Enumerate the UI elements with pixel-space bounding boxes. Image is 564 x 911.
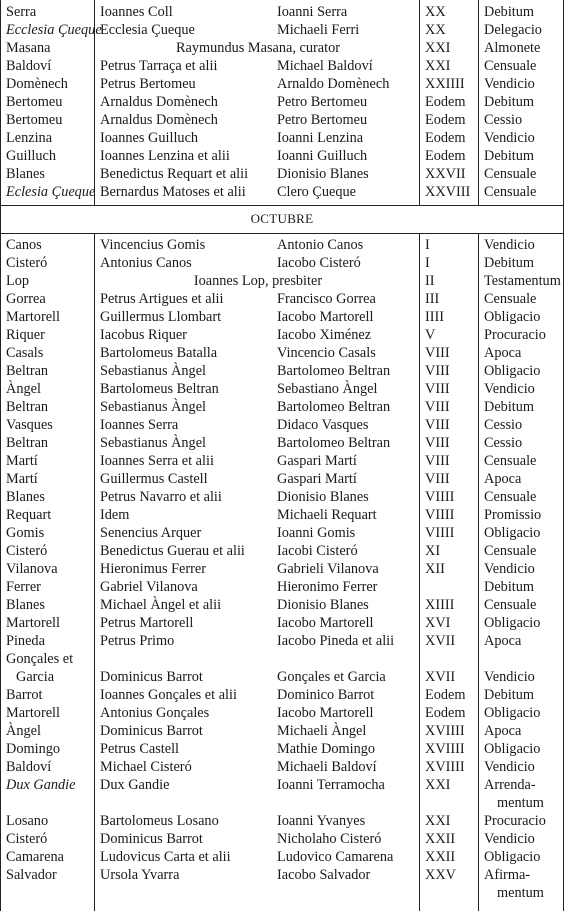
table-row bbox=[0, 632, 564, 650]
party-surname: Canos bbox=[6, 237, 42, 253]
act-type: Cessio bbox=[484, 112, 523, 128]
day: XXII bbox=[425, 849, 456, 865]
day: XIIII bbox=[425, 597, 455, 613]
day: Eodem bbox=[425, 112, 466, 128]
party-surname: Guilluch bbox=[6, 148, 57, 164]
act-type: Debitum bbox=[484, 399, 535, 415]
day: VIII bbox=[425, 381, 450, 397]
grantee: Iacobo Cisteró bbox=[277, 255, 361, 271]
party-surname: Àngel bbox=[6, 381, 41, 397]
table-row bbox=[0, 416, 564, 434]
party-surname: Blanes bbox=[6, 597, 45, 613]
party-surname: Gomis bbox=[6, 525, 45, 541]
table-row bbox=[0, 183, 564, 201]
table-row bbox=[0, 776, 564, 812]
grantee: Petro Bertomeu bbox=[277, 112, 368, 128]
act-type: Censuale bbox=[484, 184, 537, 200]
party-surname: Lenzina bbox=[6, 130, 53, 146]
party-surname: Martorell bbox=[6, 615, 60, 631]
grantee: Ioanni Lenzina bbox=[277, 130, 364, 146]
party-surname: Gorrea bbox=[6, 291, 46, 307]
party-surname: Vilanova bbox=[6, 561, 58, 577]
day: XX bbox=[425, 22, 446, 38]
grantor: Hieronimus Ferrer bbox=[100, 561, 207, 577]
grantee: Ioanni Terramocha bbox=[277, 777, 385, 793]
day: XVII bbox=[425, 669, 456, 685]
grantor: Guillermus Castell bbox=[100, 471, 208, 487]
grantor: Idem bbox=[100, 507, 130, 523]
party-surname: Martí bbox=[6, 453, 38, 469]
grantor: Ecclesia Çueque bbox=[100, 22, 195, 38]
party-surname: Serra bbox=[6, 4, 37, 20]
day: XI bbox=[425, 543, 441, 559]
table-row bbox=[0, 830, 564, 848]
party-surname: Blanes bbox=[6, 166, 45, 182]
act-type: Delegacio bbox=[484, 22, 542, 38]
grantor: Petrus Artigues et alii bbox=[100, 291, 224, 307]
day: XVIIII bbox=[425, 741, 465, 757]
month-heading: OCTUBRE bbox=[250, 211, 314, 226]
table-row bbox=[0, 21, 564, 39]
party-surname: Riquer bbox=[6, 327, 45, 343]
act-type: Apoca bbox=[484, 471, 522, 487]
act-type: Censuale bbox=[484, 489, 537, 505]
grantor: Guillermus Llombart bbox=[100, 309, 222, 325]
grantee: Iacobo Salvador bbox=[277, 867, 371, 883]
grantor: Bartolomeus Batalla bbox=[100, 345, 218, 361]
section-divider-bottom bbox=[0, 233, 564, 234]
grantee: Iacobo Ximénez bbox=[277, 327, 372, 343]
grantee: Iacobo Martorell bbox=[277, 615, 374, 631]
party-surname: Martorell bbox=[6, 705, 60, 721]
table-row bbox=[0, 848, 564, 866]
grantee: Ludovico Camarena bbox=[277, 849, 394, 865]
grantor: Sebastianus Àngel bbox=[100, 435, 207, 451]
party-surname: Cisteró bbox=[6, 255, 48, 271]
act-type-cont: mentum bbox=[497, 795, 544, 811]
party-surname-cont: Garcia bbox=[16, 669, 55, 685]
act-type: Censuale bbox=[484, 166, 537, 182]
act-type: Obligacio bbox=[484, 705, 541, 721]
table-row bbox=[0, 236, 564, 254]
grantor: Sebastianus Àngel bbox=[100, 363, 207, 379]
table-row bbox=[0, 290, 564, 308]
party-surname: Requart bbox=[6, 507, 52, 523]
grantor-spanning: Raymundus Masana, curator bbox=[176, 40, 340, 56]
act-type: Debitum bbox=[484, 148, 535, 164]
grantee: Michael Baldoví bbox=[277, 58, 373, 74]
grantee: Nicholaho Cisteró bbox=[277, 831, 382, 847]
day: IIII bbox=[425, 309, 445, 325]
act-type: Afirma- bbox=[484, 867, 531, 883]
grantee: Bartolomeo Beltran bbox=[277, 435, 391, 451]
party-surname: Martí bbox=[6, 471, 38, 487]
act-type: Debitum bbox=[484, 687, 535, 703]
grantee: Sebastiano Àngel bbox=[277, 381, 378, 397]
day: I bbox=[425, 255, 430, 271]
party-surname: Domènech bbox=[6, 76, 68, 92]
day: XXI bbox=[425, 777, 451, 793]
grantee: Michaeli Ferri bbox=[277, 22, 360, 38]
day: VIII bbox=[425, 453, 450, 469]
table-row bbox=[0, 272, 564, 290]
grantee: Mathie Domingo bbox=[277, 741, 376, 757]
grantor: Michael Cisteró bbox=[100, 759, 192, 775]
act-type: Vendicio bbox=[484, 76, 535, 92]
day: VIIII bbox=[425, 525, 455, 541]
grantor-spanning: Ioannes Lop, presbiter bbox=[193, 273, 323, 289]
act-type: Procuracio bbox=[484, 813, 546, 829]
grantor: Ursola Yvarra bbox=[100, 867, 180, 883]
day: VIIII bbox=[425, 507, 455, 523]
day: Eodem bbox=[425, 148, 466, 164]
party-surname: Losano bbox=[6, 813, 49, 829]
day: XXI bbox=[425, 813, 451, 829]
act-type: Cessio bbox=[484, 435, 523, 451]
grantor: Vincencius Gomis bbox=[100, 237, 206, 253]
table-row bbox=[0, 866, 564, 902]
act-type-cont: mentum bbox=[497, 885, 544, 901]
grantee: Michaeli Àngel bbox=[277, 723, 367, 739]
day: V bbox=[425, 327, 436, 343]
day: XVII bbox=[425, 633, 456, 649]
day: XXII bbox=[425, 831, 456, 847]
table-row bbox=[0, 542, 564, 560]
table-row bbox=[0, 758, 564, 776]
day: III bbox=[425, 291, 440, 307]
act-type: Censuale bbox=[484, 543, 537, 559]
party-surname: Cisteró bbox=[6, 543, 48, 559]
party-surname: Lop bbox=[6, 273, 30, 289]
act-type: Censuale bbox=[484, 58, 537, 74]
day: VIIII bbox=[425, 489, 455, 505]
grantor: Dominicus Barrot bbox=[100, 723, 203, 739]
grantee: Francisco Gorrea bbox=[277, 291, 376, 307]
table-row bbox=[0, 380, 564, 398]
day: XXI bbox=[425, 58, 451, 74]
grantee: Michaeli Baldoví bbox=[277, 759, 377, 775]
party-surname: Domingo bbox=[6, 741, 61, 757]
act-type: Vendicio bbox=[484, 669, 535, 685]
table-row bbox=[0, 488, 564, 506]
act-type: Obligacio bbox=[484, 309, 541, 325]
table-row bbox=[0, 506, 564, 524]
act-type: Obligacio bbox=[484, 615, 541, 631]
grantor: Ioannes Serra bbox=[100, 417, 179, 433]
act-type: Cessio bbox=[484, 417, 523, 433]
table-row bbox=[0, 740, 564, 758]
act-type: Vendicio bbox=[484, 831, 535, 847]
day: XVI bbox=[425, 615, 451, 631]
table-row bbox=[0, 578, 564, 596]
table-row bbox=[0, 704, 564, 722]
grantee: Ioanni Gomis bbox=[277, 525, 356, 541]
act-type: Vendicio bbox=[484, 759, 535, 775]
party-surname: Pineda bbox=[6, 633, 45, 649]
grantee: Dionisio Blanes bbox=[277, 489, 369, 505]
table-row bbox=[0, 596, 564, 614]
table-row bbox=[0, 3, 564, 21]
table-row bbox=[0, 39, 564, 57]
act-type: Debitum bbox=[484, 579, 535, 595]
table-row bbox=[0, 398, 564, 416]
act-type: Vendicio bbox=[484, 237, 535, 253]
act-type: Obligacio bbox=[484, 741, 541, 757]
grantor: Benedictus Requart et alii bbox=[100, 166, 249, 182]
grantee: Petro Bertomeu bbox=[277, 94, 368, 110]
grantor: Antonius Gonçales bbox=[100, 705, 210, 721]
table-row bbox=[0, 362, 564, 380]
party-surname: Beltran bbox=[6, 435, 49, 451]
table-row bbox=[0, 650, 564, 686]
grantee: Antonio Canos bbox=[277, 237, 364, 253]
table-row bbox=[0, 57, 564, 75]
act-type: Procuracio bbox=[484, 327, 546, 343]
grantor: Dominicus Barrot bbox=[100, 831, 203, 847]
grantee: Gabrieli Vilanova bbox=[277, 561, 379, 577]
party-surname: Salvador bbox=[6, 867, 57, 883]
act-type: Vendicio bbox=[484, 561, 535, 577]
day: VIII bbox=[425, 399, 450, 415]
grantor: Petrus Martorell bbox=[100, 615, 194, 631]
grantee: Gonçales et Garcia bbox=[277, 669, 386, 685]
party-surname: Martorell bbox=[6, 309, 60, 325]
party-surname: Masana bbox=[6, 40, 51, 56]
grantor: Petrus Navarro et alii bbox=[100, 489, 222, 505]
table-row bbox=[0, 560, 564, 578]
grantee: Dionisio Blanes bbox=[277, 166, 369, 182]
grantor: Michael Àngel et alii bbox=[100, 597, 222, 613]
table-row bbox=[0, 165, 564, 183]
party-surname: Beltran bbox=[6, 399, 49, 415]
grantee: Ioanni Guilluch bbox=[277, 148, 368, 164]
party-surname: Dux Gandie bbox=[6, 777, 76, 793]
table-row bbox=[0, 326, 564, 344]
grantee: Bartolomeo Beltran bbox=[277, 399, 391, 415]
day: XX bbox=[425, 4, 446, 20]
party-surname: Ferrer bbox=[6, 579, 41, 595]
party-surname: Gonçales et bbox=[6, 651, 74, 667]
grantee: Ioanni Serra bbox=[277, 4, 348, 20]
grantee: Didaco Vasques bbox=[277, 417, 369, 433]
table-row bbox=[0, 254, 564, 272]
table-row bbox=[0, 452, 564, 470]
act-type: Testamentum bbox=[484, 273, 561, 289]
table-row bbox=[0, 434, 564, 452]
day: XXIIII bbox=[425, 76, 465, 92]
day: Eodem bbox=[425, 94, 466, 110]
day: XXV bbox=[425, 867, 456, 883]
act-type: Debitum bbox=[484, 94, 535, 110]
party-surname: Camarena bbox=[6, 849, 64, 865]
grantee: Vincencio Casals bbox=[277, 345, 376, 361]
day: VIII bbox=[425, 435, 450, 451]
party-surname: Àngel bbox=[6, 723, 41, 739]
grantee: Iacobo Pineda et alii bbox=[277, 633, 395, 649]
grantor: Ioannes Serra et alii bbox=[100, 453, 214, 469]
party-surname: Casals bbox=[6, 345, 44, 361]
grantor: Petrus Tarraça et alii bbox=[100, 58, 218, 74]
party-surname: Ecclesia Çueque bbox=[6, 22, 102, 38]
grantee: Dominico Barrot bbox=[277, 687, 375, 703]
table-row bbox=[0, 686, 564, 704]
day: Eodem bbox=[425, 687, 466, 703]
table-row bbox=[0, 722, 564, 740]
act-type: Censuale bbox=[484, 453, 537, 469]
act-type: Obligacio bbox=[484, 525, 541, 541]
grantor: Dux Gandie bbox=[100, 777, 170, 793]
table-row bbox=[0, 470, 564, 488]
act-type: Apoca bbox=[484, 345, 522, 361]
act-type: Censuale bbox=[484, 291, 537, 307]
grantee: Gaspari Martí bbox=[277, 453, 357, 469]
grantor: Bernardus Matoses et alii bbox=[100, 184, 246, 200]
grantor: Petrus Castell bbox=[100, 741, 180, 757]
grantor: Ioannes Coll bbox=[100, 4, 173, 20]
grantee: Arnaldo Domènech bbox=[277, 76, 390, 92]
grantor: Dominicus Barrot bbox=[100, 669, 203, 685]
grantor: Ioannes Guilluch bbox=[100, 130, 199, 146]
act-type: Censuale bbox=[484, 597, 537, 613]
grantor: Senencius Arquer bbox=[100, 525, 202, 541]
day: II bbox=[425, 273, 435, 289]
day: XVIIII bbox=[425, 723, 465, 739]
act-type: Arrenda- bbox=[484, 777, 536, 793]
act-type: Promissio bbox=[484, 507, 542, 523]
grantor: Benedictus Guerau et alii bbox=[100, 543, 245, 559]
party-surname: Barrot bbox=[6, 687, 43, 703]
day: VIII bbox=[425, 345, 450, 361]
grantor: Iacobus Riquer bbox=[100, 327, 187, 343]
table-row bbox=[0, 75, 564, 93]
day: XXI bbox=[425, 40, 451, 56]
table-row bbox=[0, 129, 564, 147]
grantor: Gabriel Vilanova bbox=[100, 579, 198, 595]
day: XXVII bbox=[425, 166, 466, 182]
grantor: Antonius Canos bbox=[100, 255, 192, 271]
day: I bbox=[425, 237, 430, 253]
day: VIII bbox=[425, 363, 450, 379]
act-type: Almonete bbox=[484, 40, 541, 56]
table-row bbox=[0, 93, 564, 111]
grantee: Iacobi Cisteró bbox=[277, 543, 358, 559]
grantee: Iacobo Martorell bbox=[277, 705, 374, 721]
grantor: Ioannes Lenzina et alii bbox=[100, 148, 230, 164]
act-type: Vendicio bbox=[484, 130, 535, 146]
day: XII bbox=[425, 561, 445, 577]
grantee: Bartolomeo Beltran bbox=[277, 363, 391, 379]
act-type: Obligacio bbox=[484, 849, 541, 865]
grantor: Petrus Bertomeu bbox=[100, 76, 196, 92]
grantee: Dionisio Blanes bbox=[277, 597, 369, 613]
party-surname: Baldoví bbox=[6, 759, 52, 775]
table-row bbox=[0, 524, 564, 542]
day: XXVIII bbox=[425, 184, 471, 200]
grantor: Bartolomeus Losano bbox=[100, 813, 219, 829]
party-surname: Bertomeu bbox=[6, 112, 63, 128]
act-type: Obligacio bbox=[484, 363, 541, 379]
party-surname: Baldoví bbox=[6, 58, 52, 74]
act-type: Vendicio bbox=[484, 381, 535, 397]
party-surname: Beltran bbox=[6, 363, 49, 379]
party-surname: Bertomeu bbox=[6, 94, 63, 110]
party-surname: Vasques bbox=[6, 417, 53, 433]
grantor: Sebastianus Àngel bbox=[100, 399, 207, 415]
party-surname: Eclesia Çueque bbox=[6, 184, 96, 200]
day: VIII bbox=[425, 471, 450, 487]
grantor: Petrus Primo bbox=[100, 633, 175, 649]
grantee: Ioanni Yvanyes bbox=[277, 813, 366, 829]
grantor: Arnaldus Domènech bbox=[100, 94, 218, 110]
table-row bbox=[0, 308, 564, 326]
table-row bbox=[0, 614, 564, 632]
grantor: Arnaldus Domènech bbox=[100, 112, 218, 128]
act-type: Apoca bbox=[484, 633, 522, 649]
day: Eodem bbox=[425, 705, 466, 721]
day: Eodem bbox=[425, 130, 466, 146]
grantee: Iacobo Martorell bbox=[277, 309, 374, 325]
act-type: Apoca bbox=[484, 723, 522, 739]
grantor: Ludovicus Carta et alii bbox=[100, 849, 231, 865]
table-row bbox=[0, 147, 564, 165]
table-row bbox=[0, 344, 564, 362]
grantor: Bartolomeus Beltran bbox=[100, 381, 219, 397]
day: XVIIII bbox=[425, 759, 465, 775]
grantee: Michaeli Requart bbox=[277, 507, 377, 523]
act-type: Debitum bbox=[484, 4, 535, 20]
party-surname: Blanes bbox=[6, 489, 45, 505]
act-type: Debitum bbox=[484, 255, 535, 271]
party-surname: Cisteró bbox=[6, 831, 48, 847]
table-row bbox=[0, 812, 564, 830]
grantee: Hieronimo Ferrer bbox=[277, 579, 378, 595]
table-row bbox=[0, 111, 564, 129]
grantee: Clero Çueque bbox=[277, 184, 357, 200]
grantee: Gaspari Martí bbox=[277, 471, 357, 487]
grantor: Ioannes Gonçales et alii bbox=[100, 687, 237, 703]
day: VIII bbox=[425, 417, 450, 433]
